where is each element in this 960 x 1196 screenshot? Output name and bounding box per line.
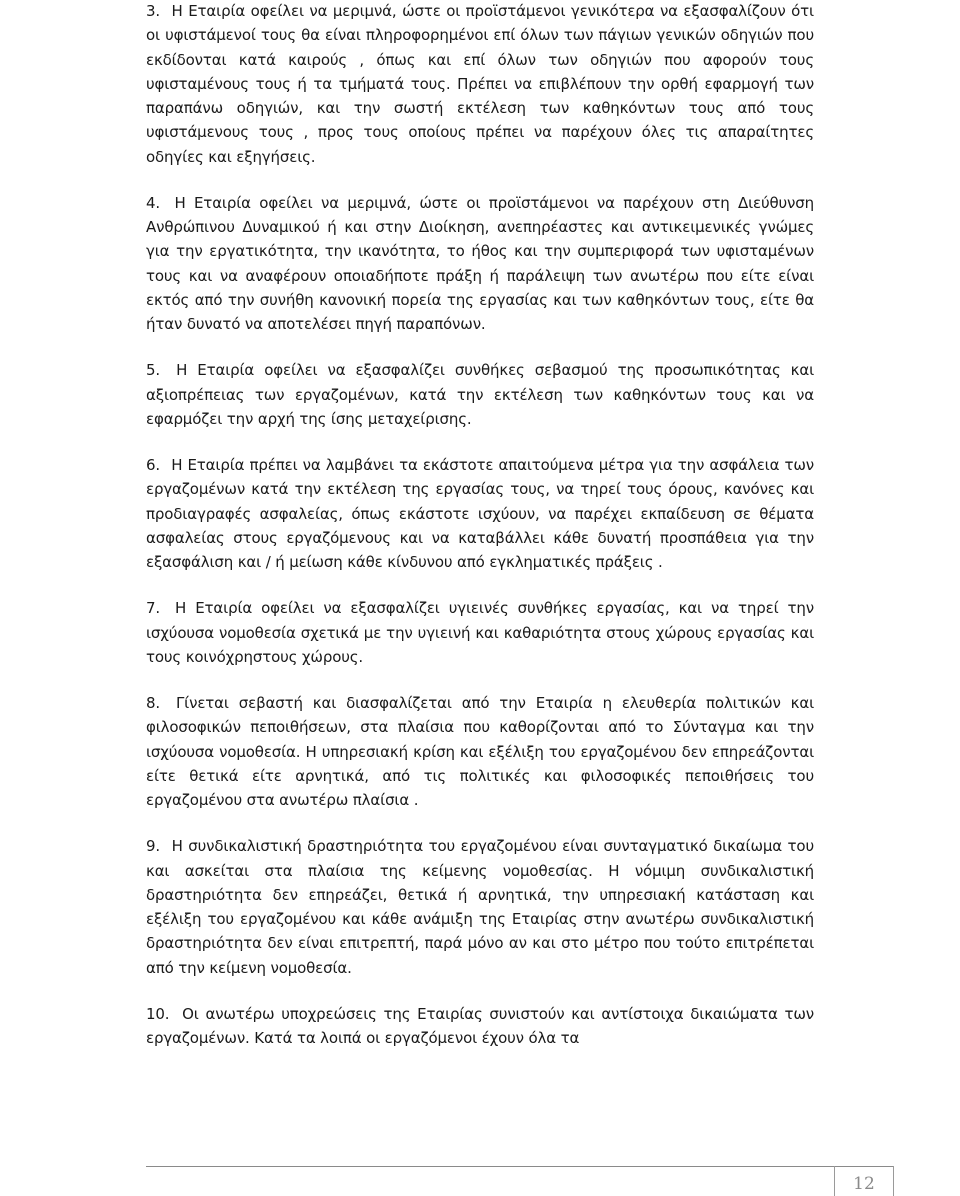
paragraph-number: 3. [146, 2, 161, 20]
paragraph-number: 5. [146, 361, 161, 380]
page-number-box [834, 1166, 894, 1196]
paragraph-8 [146, 691, 814, 812]
paragraph-10 [146, 1002, 814, 1051]
paragraph-text: Η Εταιρία οφείλει να εξασφαλίζει υγιεινές συνθήκες εργασίας, και να τηρεί την ισχύουσα νομοθεσία σχετικά με την υγιεινή και καθαριότητα στους χώρους εργασίας και τους κοινόχρηστους χώρους. [146, 599, 814, 666]
paragraph-3 [146, 0, 814, 169]
paragraph-number: 4. [146, 193, 161, 212]
paragraph-6 [146, 453, 814, 574]
paragraph-text: Γίνεται σεβαστή και διασφαλίζεται από την Εταιρία η ελευθερία πολιτικών και φιλοσοφικών πεποιθήσεων, στα πλαίσια που καθορίζονται από το Σύνταγμα και την ισχύουσα νομοθεσία. Η υπηρεσιακή κρίση και εξέλιξη του εργαζομένου δεν επηρεάζονται είτε θετικά είτε αρνητικά, από τις πολιτικές και φιλοσοφικές πεποιθήσεις του εργαζομένου στα ανωτέρω πλαίσια . [146, 694, 815, 809]
paragraph-text: Η Εταιρία οφείλει να εξασφαλίζει συνθήκες σεβασμού της προσωπικότητας και αξιοπρέπειας των εργαζομένων, κατά την εκτέλεση των καθηκόντων τους και να εφαρμόζει την αρχή της ίσης μεταχείρισης. [146, 361, 814, 428]
paragraph-number: 9. [146, 837, 161, 856]
footer-divider [146, 1166, 894, 1167]
paragraph-number: 6. [146, 456, 161, 474]
paragraph-text: Οι ανωτέρω υποχρεώσεις της Εταιρίας συνιστούν και αντίστοιχα δικαιώματα των εργαζομένων. Κατά τα λοιπά οι εργαζόμενοι έχουν όλα τα [146, 1004, 814, 1047]
paragraph-number: 10. [146, 1004, 170, 1023]
paragraph-text: Η Εταιρία οφείλει να μεριμνά, ώστε οι προϊστάμενοι γενικότερα να εξασφαλίζουν ότι οι υφιστάμενοί τους θα είναι πληροφορημένοι επί όλων των πάγιων γενικών οδηγιών που εκδίδονται κατά καιρούς , όπως και επί όλων των οδηγιών που αφορούν τους υφισταμένους τους ή τα τμήματά τους. Πρέπει να επιβλέπουν την ορθή εφαρμογή των παραπάνω οδηγιών, και την σωστή εκτέλεση των καθηκόντων τους από τους υφιστάμενους τους , προς τους οποίους πρέπει να παρέχουν όλες τις απαραίτητες οδηγίες και εξηγήσεις. [146, 2, 814, 166]
paragraph-5 [146, 358, 814, 431]
paragraph-4 [146, 191, 814, 337]
paragraph-text: Η συνδικαλιστική δραστηριότητα του εργαζομένου είναι συνταγματικό δικαίωμα του και ασκείται στα πλαίσια της κείμενης νομοθεσίας. Η νόμιμη συνδικαλιστική δραστηριότητα δεν επηρεάζει, θετικά ή αρνητικά, την υπηρεσιακή κατάσταση και εξέλιξη του εργαζομένου και κάθε ανάμιξη της Εταιρίας στην ανωτέρω συνδικαλιστική δραστηριότητα δεν είναι επιτρεπτή, παρά μόνο αν και στο μέτρο που τούτο επιτρέπεται από την κείμενη νομοθεσία. [146, 837, 814, 977]
paragraph-number: 8. [146, 694, 161, 712]
paragraph-text: Η Εταιρία πρέπει να λαμβάνει τα εκάστοτε απαιτούμενα μέτρα για την ασφάλεια των εργαζομένων κατά την εκτέλεση της εργασίας τους, να τηρεί τους όρους, κανόνες και προδιαγραφές ασφαλείας, όπως εκάστοτε ισχύουν, να παρέχει εκπαίδευση σε θέματα ασφαλείας στους εργαζόμενους και να καταβάλλει κάθε δυνατή προσπάθεια για την εξασφάλιση και / ή μείωση κάθε κίνδυνου από εγκληματικές πράξεις . [146, 456, 814, 571]
paragraph-9 [146, 834, 814, 980]
paragraph-number: 7. [146, 599, 161, 618]
paragraph-7 [146, 596, 814, 669]
paragraph-text: Η Εταιρία οφείλει να μεριμνά, ώστε οι προϊστάμενοι να παρέχουν στη Διεύθυνση Ανθρώπινου Δυναμικού ή και στην Διοίκηση, ανεπηρέαστες και αντικειμενικές γνώμες για την εργατικότητα, την ικανότητα, το ήθος και την συμπεριφορά των υφισταμένων τους και να αναφέρουν οποιαδήποτε πράξη ή παράλειψη των ανωτέρω που είτε είναι εκτός από την συνήθη κανονική πορεία της εργασίας και των καθηκόντων τους, είτε θα ήταν δυνατό να αποτελέσει πηγή παραπόνων. [146, 193, 814, 333]
page-number: 12 [853, 1174, 875, 1194]
document-body [146, 0, 814, 1072]
